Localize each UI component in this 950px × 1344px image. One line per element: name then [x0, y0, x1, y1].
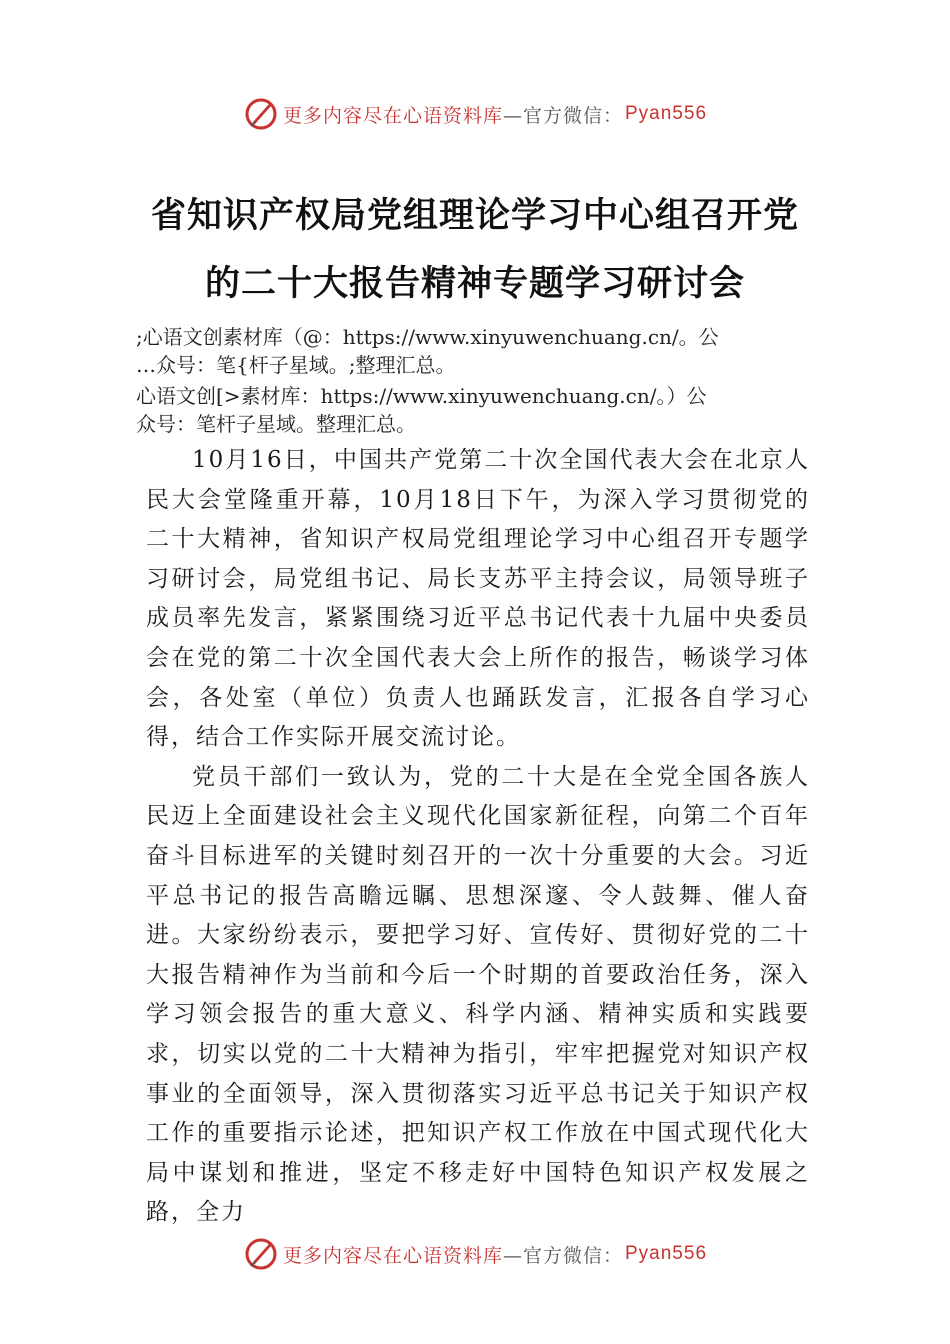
watermark-block-2	[136, 382, 836, 438]
watermark-line: ;心语文创素材库（@：https://www.xinyuwenchuang.cn/。公	[136, 325, 719, 349]
banner-main-text: 更多内容尽在心语资料库	[282, 104, 503, 127]
document-title-line2: 的二十大报告精神专题学习研讨会	[204, 263, 745, 304]
body-paragraph-1: 10月16日，中国共产党第二十次全国代表大会在北京人民大会堂隆重开幕，10月18日下午，为深入学习贯彻党的二十大精神，省知识产权局党组理论学习中心组召开专题学习研讨会，局党组书记、局长支苏平主持会议，局领导班子成员率先发言，紧紧围绕习近平总书记代表十九届中央委员会在党的第二十次全国代表大会上所作的报告，畅谈学习体会，各处室（单位）负责人也踊跃发言，汇报各自学习心得，结合工作实际开展交流讨论。	[146, 447, 810, 751]
quill-seal-icon	[243, 96, 279, 132]
banner-wechat-id: Pyan556	[625, 103, 708, 124]
watermark-line: 心语文创[>素材库：https://www.xinyuwenchuang.cn/。）公	[136, 384, 707, 408]
document-body	[146, 441, 810, 1233]
watermark-line: 众号：笔杆子星域。整理汇总。	[136, 412, 416, 436]
watermark-line: …众号：笔{杆子星域。;整理汇总。	[136, 353, 456, 377]
banner-main-text: 更多内容尽在心语资料库	[282, 1244, 503, 1267]
banner-sub-text: —官方微信：	[502, 1244, 623, 1267]
watermark-block-1	[136, 323, 836, 379]
quill-seal-icon	[243, 1236, 279, 1272]
body-paragraph-2: 党员干部们一致认为，党的二十大是在全党全国各族人民迈上全面建设社会主义现代化国家新征程，向第二个百年奋斗目标进军的关键时刻召开的一次十分重要的大会。习近平总书记的报告高瞻远瞩、思想深邃、令人鼓舞、催人奋进。大家纷纷表示，要把学习好、宣传好、贯彻好党的二十大报告精神作为当前和今后一个时期的首要政治任务，深入学习领会报告的重大意义、科学内涵、精神实质和实践要求，切实以党的二十大精神为指引，牢牢把握党对知识产权事业的全面领导，深入贯彻落实习近平总书记关于知识产权工作的重要指示论述，把知识产权工作放在中国式现代化大局中谋划和推进，坚定不移走好中国特色知识产权发展之路，全力	[146, 763, 810, 1226]
footer-banner	[0, 1232, 950, 1276]
banner-wechat-id: Pyan556	[625, 1243, 708, 1264]
document-title-line1: 省知识产权局党组理论学习中心组召开党	[150, 195, 799, 236]
header-banner	[0, 92, 950, 136]
banner-sub-text: —官方微信：	[502, 104, 623, 127]
